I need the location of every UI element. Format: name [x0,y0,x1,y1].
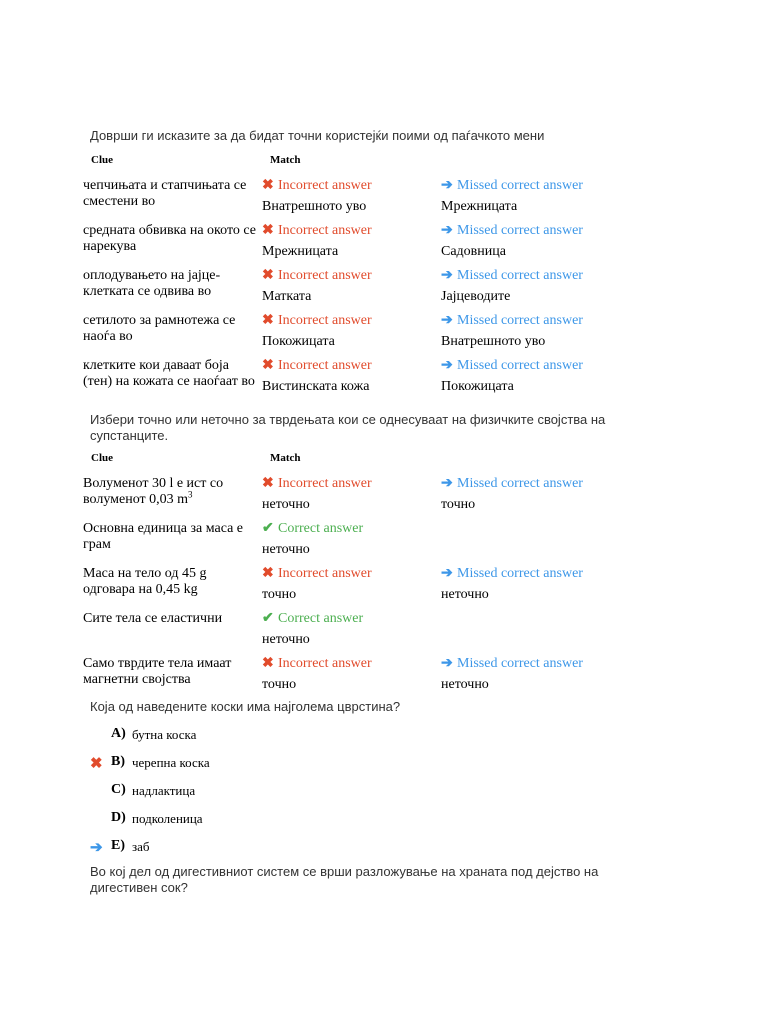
status-text: Incorrect answer [278,476,372,491]
given-answer: точно [262,677,297,692]
clue-label: чепчињата и стапчињата се сместени во [83,178,247,209]
clue-text [83,223,258,255]
arrow-right-icon: ➔ [90,840,103,856]
clue-text [83,611,258,627]
status-text: Missed correct answer [457,313,583,328]
option-letter: A) [111,726,126,741]
clue-text [83,358,258,390]
status-label [262,611,363,627]
status-label [262,313,372,329]
cross-icon: ✖ [90,756,103,772]
clue-text [83,656,258,688]
arrow-right-icon: ➔ [441,656,453,671]
cross-icon: ✖ [262,268,274,283]
answer-option[interactable] [0,810,768,830]
arrow-right-icon: ➔ [441,268,453,283]
option-letter: B) [111,754,125,769]
status-label [262,656,372,672]
status-label [262,566,372,582]
status-text: Correct answer [278,611,364,626]
option-text: заб [132,839,150,854]
check-icon: ✔ [262,611,274,626]
status-label [441,178,583,194]
arrow-right-icon: ➔ [441,223,453,238]
check-icon: ✔ [262,521,274,536]
status-text: Missed correct answer [457,476,583,491]
clue-label: Маса на тело од 45 g одговара на 0,45 kg [83,566,207,597]
option-letter: D) [111,810,126,825]
superscript: 3 [188,489,193,500]
status-text: Correct answer [278,521,364,536]
arrow-right-icon: ➔ [441,313,453,328]
cross-icon: ✖ [262,358,274,373]
given-answer: неточно [262,497,310,512]
status-text: Incorrect answer [278,358,372,373]
clue-text [83,476,258,508]
option-letter: C) [111,782,126,797]
status-label [441,313,583,329]
status-text: Missed correct answer [457,178,583,193]
clue-header: Clue [91,154,113,166]
cross-icon: ✖ [262,313,274,328]
status-text: Missed correct answer [457,268,583,283]
answer-option[interactable] [0,782,768,802]
arrow-right-icon: ➔ [441,178,453,193]
question-3-title: Која од наведените коски има најголема цврстина? [90,699,401,714]
clue-text [83,313,258,345]
status-text: Incorrect answer [278,656,372,671]
status-label [441,476,583,492]
status-text: Incorrect answer [278,178,372,193]
status-label [262,521,363,537]
clue-label: оплодувањето на јајце-клетката се одвива во [83,268,221,299]
status-label [262,223,372,239]
status-label [262,268,372,284]
status-text: Missed correct answer [457,358,583,373]
status-text: Incorrect answer [278,268,372,283]
status-label [441,268,583,284]
clue-text [83,268,258,300]
option-text: подколеница [132,811,203,826]
cross-icon: ✖ [262,656,274,671]
correct-answer: точно [441,497,476,512]
status-label [441,656,583,672]
clue-label: Сите тела се еластични [83,611,223,626]
answer-option[interactable] [0,754,768,774]
status-label [262,178,372,194]
clue-label: сетилото за рамнотежа се наоѓа во [83,313,236,344]
option-letter: E) [111,838,125,853]
clue-label: Основна единица за маса е грам [83,521,244,552]
correct-answer: Мрежницата [441,199,518,214]
given-answer: неточно [262,542,310,557]
arrow-right-icon: ➔ [441,566,453,581]
clue-label: Волуменот 30 l е ист со волуменот 0,03 m [83,476,224,507]
given-answer: точно [262,587,297,602]
status-text: Incorrect answer [278,313,372,328]
arrow-right-icon: ➔ [441,358,453,373]
status-text: Missed correct answer [457,223,583,238]
given-answer: Матката [262,289,312,304]
arrow-right-icon: ➔ [441,476,453,491]
status-text: Missed correct answer [457,566,583,581]
given-answer: Покожицата [262,334,335,349]
answer-option[interactable] [0,838,768,858]
status-label [441,223,583,239]
given-answer: Внатрешното уво [262,199,367,214]
clue-label: клетките кои даваат боја (тен) на кожата се наоѓаат во [83,358,255,389]
status-label [262,358,372,374]
clue-label: Само тврдите тела имаат магнетни својства [83,656,232,687]
option-text: бутна коска [132,727,197,742]
cross-icon: ✖ [262,178,274,193]
correct-answer: Јајцеводите [441,289,511,304]
clue-label: средната обвивка на окото се нарекува [83,223,256,254]
correct-answer: Покожицата [441,379,514,394]
status-text: Incorrect answer [278,223,372,238]
cross-icon: ✖ [262,566,274,581]
status-label [262,476,372,492]
cross-icon: ✖ [262,223,274,238]
correct-answer: Садовница [441,244,506,259]
option-text: черепна коска [132,755,210,770]
match-header: Match [270,452,301,464]
correct-answer: неточно [441,677,489,692]
status-text: Incorrect answer [278,566,372,581]
status-label [441,566,583,582]
status-text: Missed correct answer [457,656,583,671]
cross-icon: ✖ [262,476,274,491]
question-4-title: Во кој дел од дигестивниот систем се врши разложување на храната под дејство на дигестивен сок? [90,864,599,895]
correct-answer: Внатрешното уво [441,334,546,349]
question-2-title: Избери точно или неточно за тврдењата кои се однесуваат на физичките својства на супстанците. [90,412,606,443]
given-answer: Вистинската кожа [262,379,370,394]
clue-header: Clue [91,452,113,464]
clue-text [83,566,258,598]
clue-text [83,521,258,553]
question-1-title: Доврши ги исказите за да бидат точни користејќи поими од паѓачкото мени [90,128,545,143]
option-text: надлактица [132,783,196,798]
status-label [441,358,583,374]
match-header: Match [270,154,301,166]
given-answer: неточно [262,632,310,647]
given-answer: Мрежницата [262,244,339,259]
correct-answer: неточно [441,587,489,602]
clue-text [83,178,258,210]
answer-option[interactable] [0,726,768,746]
